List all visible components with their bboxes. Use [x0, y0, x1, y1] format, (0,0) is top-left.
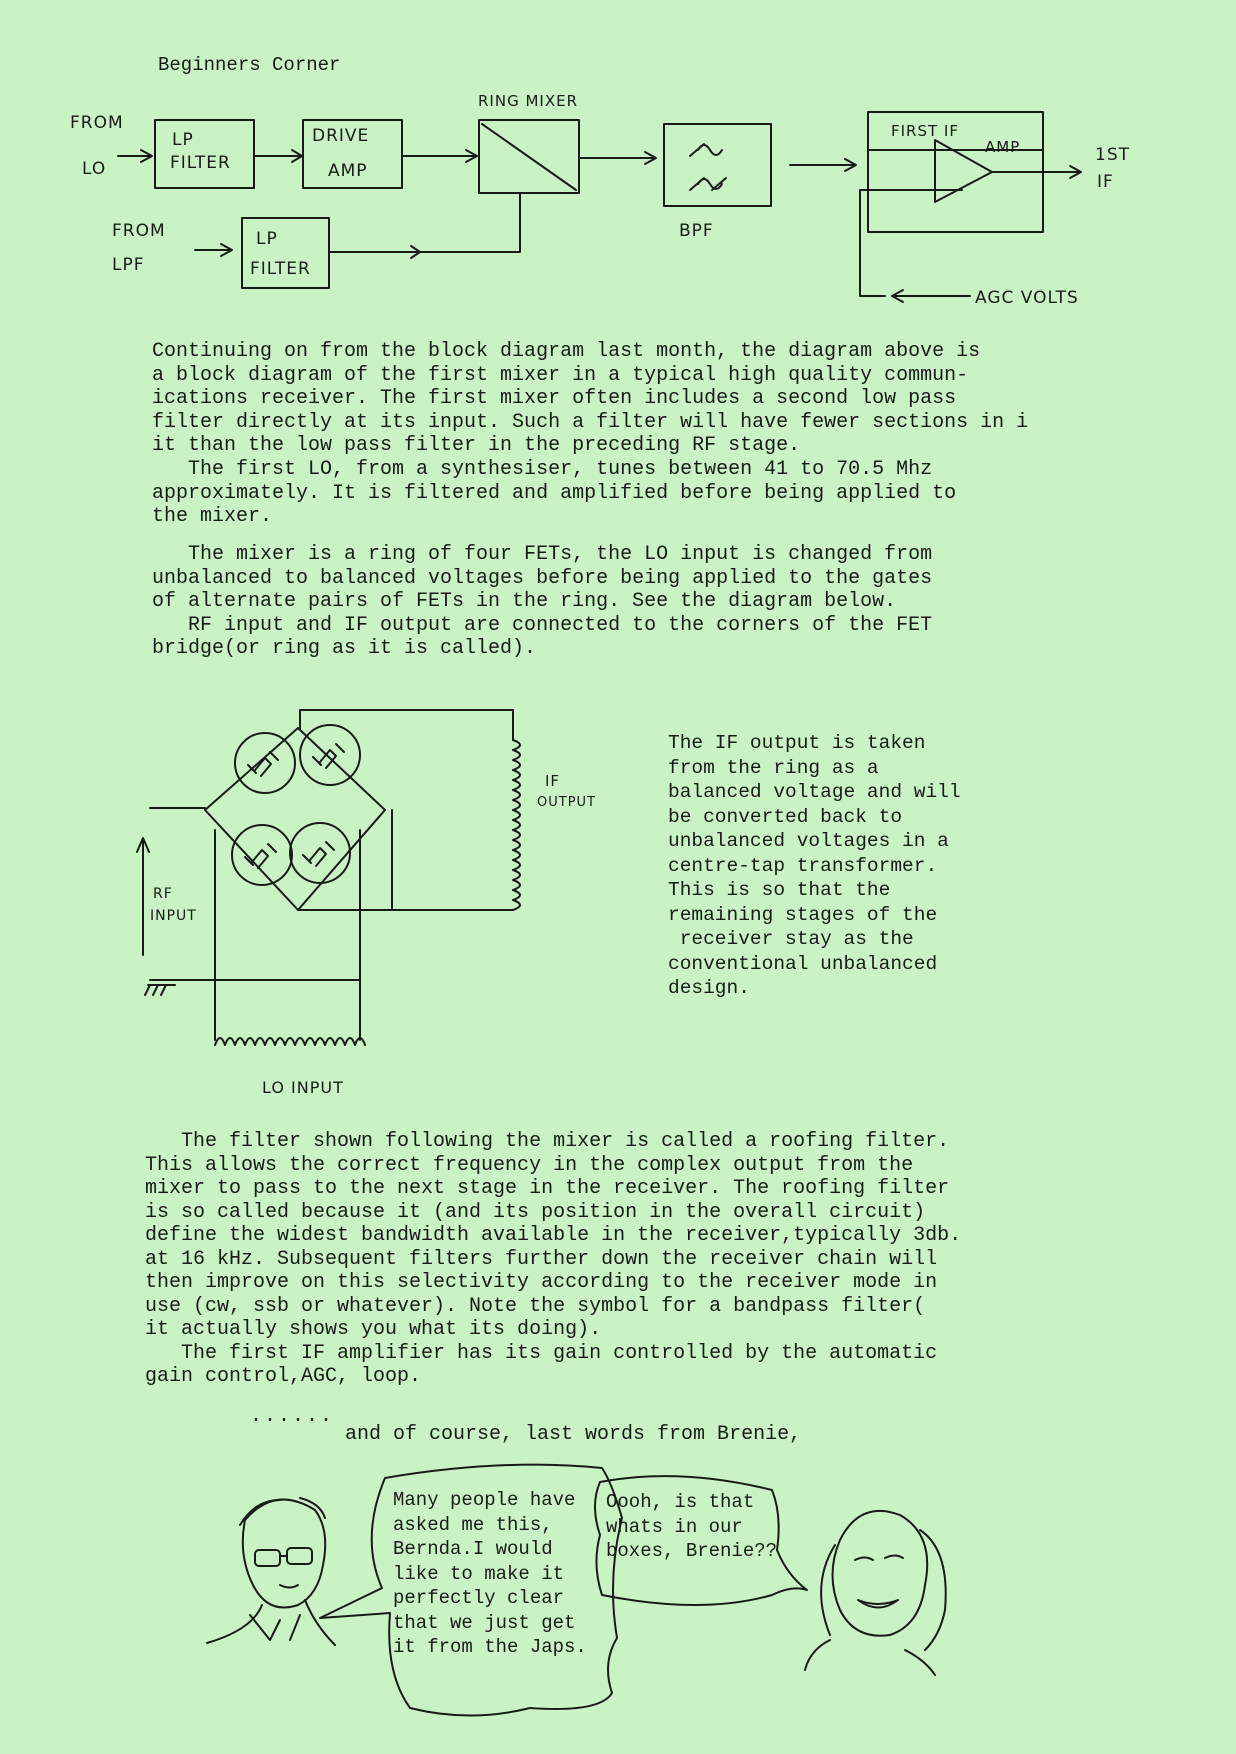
last-words-line: and of course, last words from Brenie, [345, 1423, 802, 1446]
fet-ring-circuit [0, 690, 640, 1110]
circuit-explanation: The IF output is taken from the ring as a balanced voltage and will be converted back to unbalanced voltages in a centre-tap transformer. This is so that the remaining stages of the receiver stay as the conventional unbalanced design. [668, 732, 961, 999]
bpf-label: BPF [679, 221, 714, 241]
fet-1 [235, 733, 295, 793]
first-if-amp-label-a: FIRST IF [891, 122, 959, 140]
fet-4 [290, 823, 350, 883]
lp-filter-2-label-b: FILTER [250, 259, 311, 279]
agc-volts-label: AGC VOLTS [975, 288, 1079, 308]
output-if-label: IF [1097, 172, 1114, 192]
rf-input-label-b: INPUT [150, 908, 197, 924]
lo-input-label: LO INPUT [262, 1078, 344, 1097]
man-cartoon-icon [207, 1498, 335, 1645]
drive-amp-label-b: AMP [328, 161, 368, 181]
from-lpf-label-b: LPF [112, 255, 145, 275]
ring-mixer-label: RING MIXER [478, 92, 578, 110]
from-lpf-label-a: FROM [112, 221, 166, 241]
woman-cartoon-icon [805, 1511, 946, 1675]
ellipsis: ...... [250, 1405, 335, 1428]
from-lo-label-a: FROM [70, 113, 124, 133]
paragraph-3: The mixer is a ring of four FETs, the LO input is changed from unbalanced to balanced voltages before being applied to the gates of alternate pairs of FETs in the ring. See the diagram below. RF input and IF output are connected to the corners of the FET bridge(or ring as it is called). [152, 543, 933, 660]
paragraph-2: The first LO, from a synthesiser, tunes between 41 to 70.5 Mhz approximately. It is filtered and amplified before being applied to the mixer. [152, 458, 957, 528]
block-diagram [0, 0, 1236, 330]
paragraph-4: The filter shown following the mixer is called a roofing filter. This allows the correct frequency in the complex output from the mixer to pass to the next stage in the receiver. The roofing filter is so called because it (and its position in the overall circuit) define the widest bandwidth available in the receiver,typically 3db. at 16 kHz. Subsequent filters further down the receiver chain will then improve on this selectivity according to the receiver mode in use (cw, ssb or whatever). Note the symbol for a bandpass filter( it actually shows you what its doing). The first IF amplifier has its gain controlled by the automatic gain control,AGC, loop. [145, 1130, 962, 1388]
if-output-label-b: OUTPUT [537, 795, 596, 810]
paragraph-1: Continuing on from the block diagram last month, the diagram above is a block diagram of the first mixer in a typical high quality commun- ications receiver. The first mixer often includes a second low pass filter directly at its input. Such a filter will have fewer sections in i it than the low pass filter in the preceding RF stage. [152, 340, 1029, 457]
page-heading: Beginners Corner [158, 54, 341, 76]
right-bubble-text: Oooh, is that whats in our boxes, Brenie?? [606, 1491, 778, 1562]
lp-filter-1-label-a: LP [172, 130, 194, 150]
lp-filter-1-label-b: FILTER [170, 153, 231, 173]
first-if-amp-label-b: AMP [985, 138, 1021, 156]
fet-3 [232, 825, 292, 885]
rf-input-label-a: RF [153, 886, 173, 902]
from-lo-label-b: LO [82, 159, 107, 179]
if-output-label-a: IF [545, 772, 561, 790]
bpf-box [664, 124, 771, 206]
drive-amp-label-a: DRIVE [312, 126, 370, 146]
fet-2 [300, 725, 360, 785]
output-1st-label: 1ST [1095, 145, 1130, 165]
left-bubble-text: Many people have asked me this, Bernda.I would like to make it perfectly clear that we just get it from the Japs. [393, 1489, 587, 1658]
lp-filter-2-label-a: LP [256, 229, 278, 249]
